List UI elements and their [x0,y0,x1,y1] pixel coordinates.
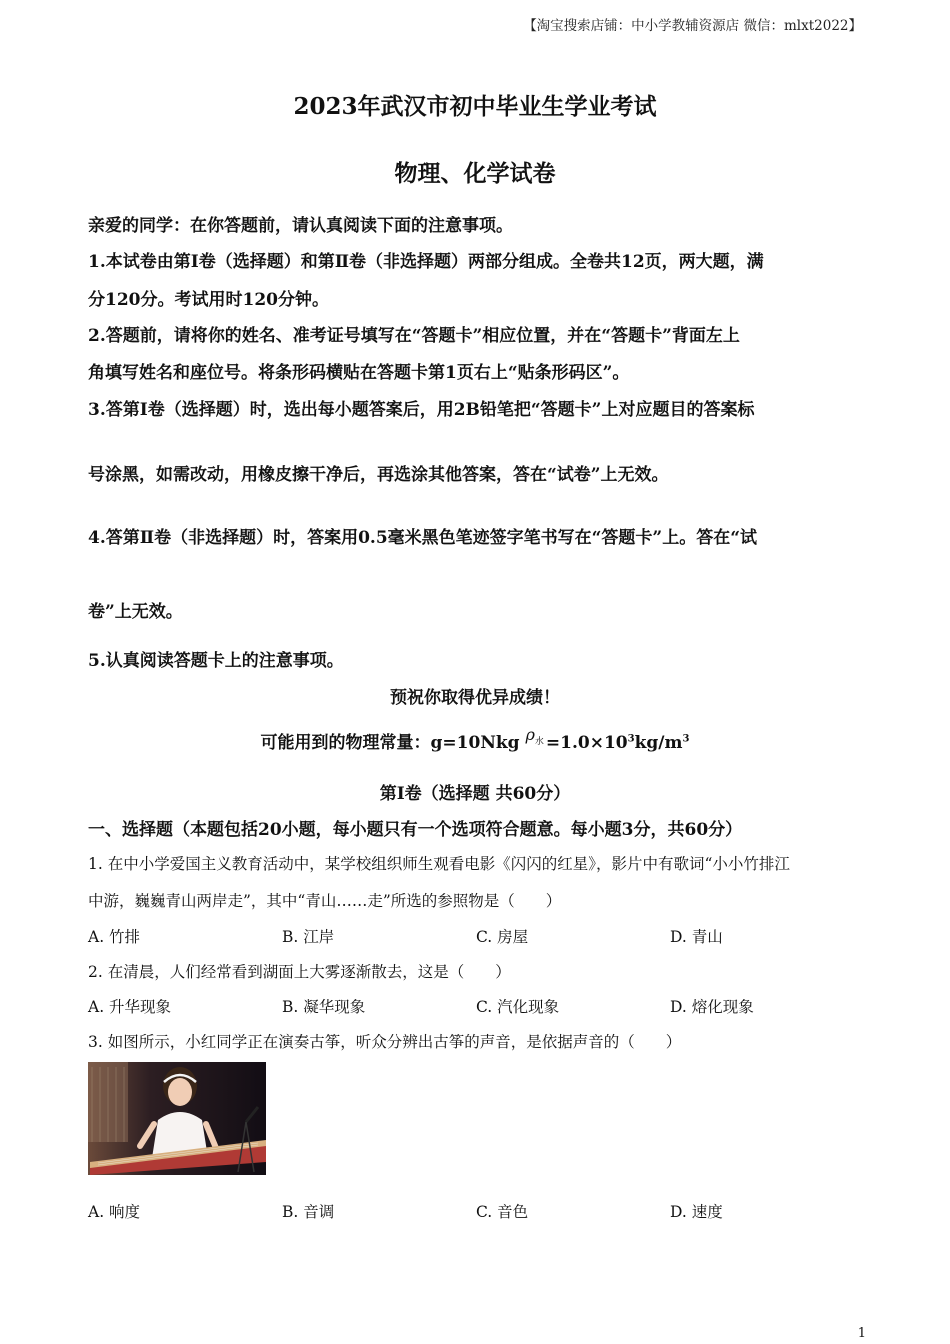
question-2-option-d: D. 熔化现象 [670,998,754,1016]
question-1-option-a: A. 竹排 [88,928,141,946]
question-3-line-1: 3. 如图所示，小红同学正在演奏古筝，听众分辨出古筝的声音，是依据声音的（ ） [88,1033,682,1051]
physics-constants [0,725,950,753]
question-1-line-2: 中游，巍巍青山两岸走”，其中“青山……走”所选的参照物是（ ） [88,892,562,910]
question-1-option-b: B. 江岸 [282,928,335,946]
question-3-option-b: B. 音调 [282,1203,335,1221]
notice-item-3-line-2: 号涂黑，如需改动，用橡皮擦干净后，再选涂其他答案，答在“试卷”上无效。 [88,465,669,485]
notice-item-1-line-2: 分120分。考试用时120分钟。 [88,290,329,310]
question-2-option-b: B. 凝华现象 [282,998,366,1016]
rho-subscript: 水 [534,737,544,747]
question-3-option-a: A. 响度 [88,1203,141,1221]
page-header: 【淘宝搜索店铺：中小学教辅资源店 微信：mlxt2022】 [523,18,862,34]
question-2-option-c: C. 汽化现象 [476,998,560,1016]
notice-intro: 亲爱的同学：在你答题前，请认真阅读下面的注意事项。 [88,216,513,236]
exam-title: 2023年武汉市初中毕业生学业考试 [293,93,657,120]
exam-subtitle: 物理、化学试卷 [394,160,556,187]
rho-symbol: ρ [525,725,535,744]
question-3-option-c: C. 音色 [476,1203,529,1221]
constants-value: =1.0×10 [545,733,628,753]
constants-prefix: 可能用到的物理常量：g=10Nkg [260,733,520,753]
constants-unit: kg/m [634,733,683,753]
notice-item-2-line-2: 角填写姓名和座位号。将条形码横贴在答题卡第1页右上“贴条形码区”。 [88,363,630,383]
question-1-option-d: D. 青山 [670,928,723,946]
notice-item-5: 5.认真阅读答题卡上的注意事项。 [88,651,344,671]
notice-item-3-line-1: 3.答第Ⅰ卷（选择题）时，选出每小题答案后，用2B铅笔把“答题卡”上对应题目的答案标 [88,400,755,420]
question-3-option-d: D. 速度 [670,1203,723,1221]
notice-item-4-line-1: 4.答第Ⅱ卷（非选择题）时，答案用0.5毫米黑色笔迹签字笔书写在“答题卡”上。答在“试 [88,528,757,548]
wish-line: 预祝你取得优异成绩！ [390,688,560,708]
constants-exponent: 3 [627,733,635,745]
notice-item-2-line-1: 2.答题前，请将你的姓名、准考证号填写在“答题卡”相应位置，并在“答题卡”背面左上 [88,326,740,346]
notice-item-1-line-1: 1.本试卷由第Ⅰ卷（选择题）和第Ⅱ卷（非选择题）两部分组成。全卷共12页，两大题，满 [88,252,764,272]
section-1-title: 一、选择题（本题包括20小题，每小题只有一个选项符合题意。每小题3分，共60分） [88,820,743,840]
page-number: 1 [857,1326,866,1341]
notice-item-4-line-2: 卷”上无效。 [88,602,183,622]
constants-unit-exponent: 3 [682,733,690,745]
guzheng-player-photo [88,1062,266,1175]
part-1-title: 第Ⅰ卷（选择题 共60分） [379,784,571,804]
question-1-option-c: C. 房屋 [476,928,529,946]
question-2-line-1: 2. 在清晨，人们经常看到湖面上大雾逐渐散去，这是（ ） [88,963,511,981]
question-2-option-a: A. 升华现象 [88,998,172,1016]
question-1-line-1: 1. 在中小学爱国主义教育活动中，某学校组织师生观看电影《闪闪的红星》，影片中有歌词“小小竹排江 [88,855,790,873]
